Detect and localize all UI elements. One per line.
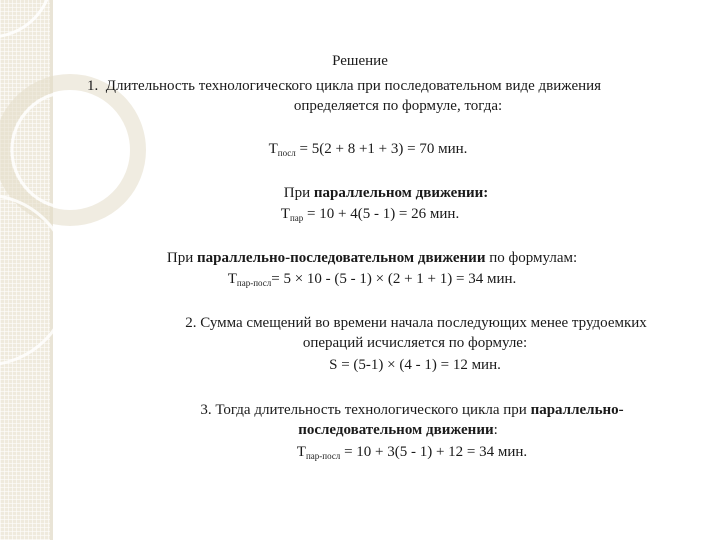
formula-final: $T_{пар-посл} = 10 + 3(5 - 1) + 12 = 34$ мин.: [296, 444, 528, 461]
formula-shift: S = (5-1) × (4 - 1) = 12 мин.: [329, 357, 501, 373]
item2-line1: 2. Сумма смещений во времени начала последующих менее трудоемких: [185, 315, 647, 331]
item3-line2: последовательном движении:: [298, 422, 498, 438]
item2-line2: операций исчисляется по формуле:: [302, 335, 528, 351]
formula-parallel: $T_{пар} = 10 + 4(5 - 1) = 26$ мин.: [280, 206, 460, 223]
item1-line1: [87, 77, 720, 95]
item1-text: Длительность технологического цикла при последовательном виде движения: [105, 78, 602, 94]
item3-line1: 3. Тогда длительность технологического цикла при параллельно-: [200, 402, 624, 418]
parallel-heading: При параллельном движении:: [283, 185, 489, 201]
item1-number: 1.: [87, 78, 99, 94]
formula-sequential: $T_{посл} = 5(2 + 8 +1 + 3) = 70$ мин.: [268, 141, 468, 158]
heading-text: Решение: [332, 53, 388, 69]
formula-mixed: $T_{пар-посл}= 5 \times 10 - (5 - 1) \times (2 + 1 + 1) = 34$ мин.: [227, 271, 517, 288]
mixed-heading: При параллельно-последовательном движении по формулам:: [166, 250, 578, 266]
item1-line2: определяется по формуле, тогда:: [293, 98, 503, 114]
